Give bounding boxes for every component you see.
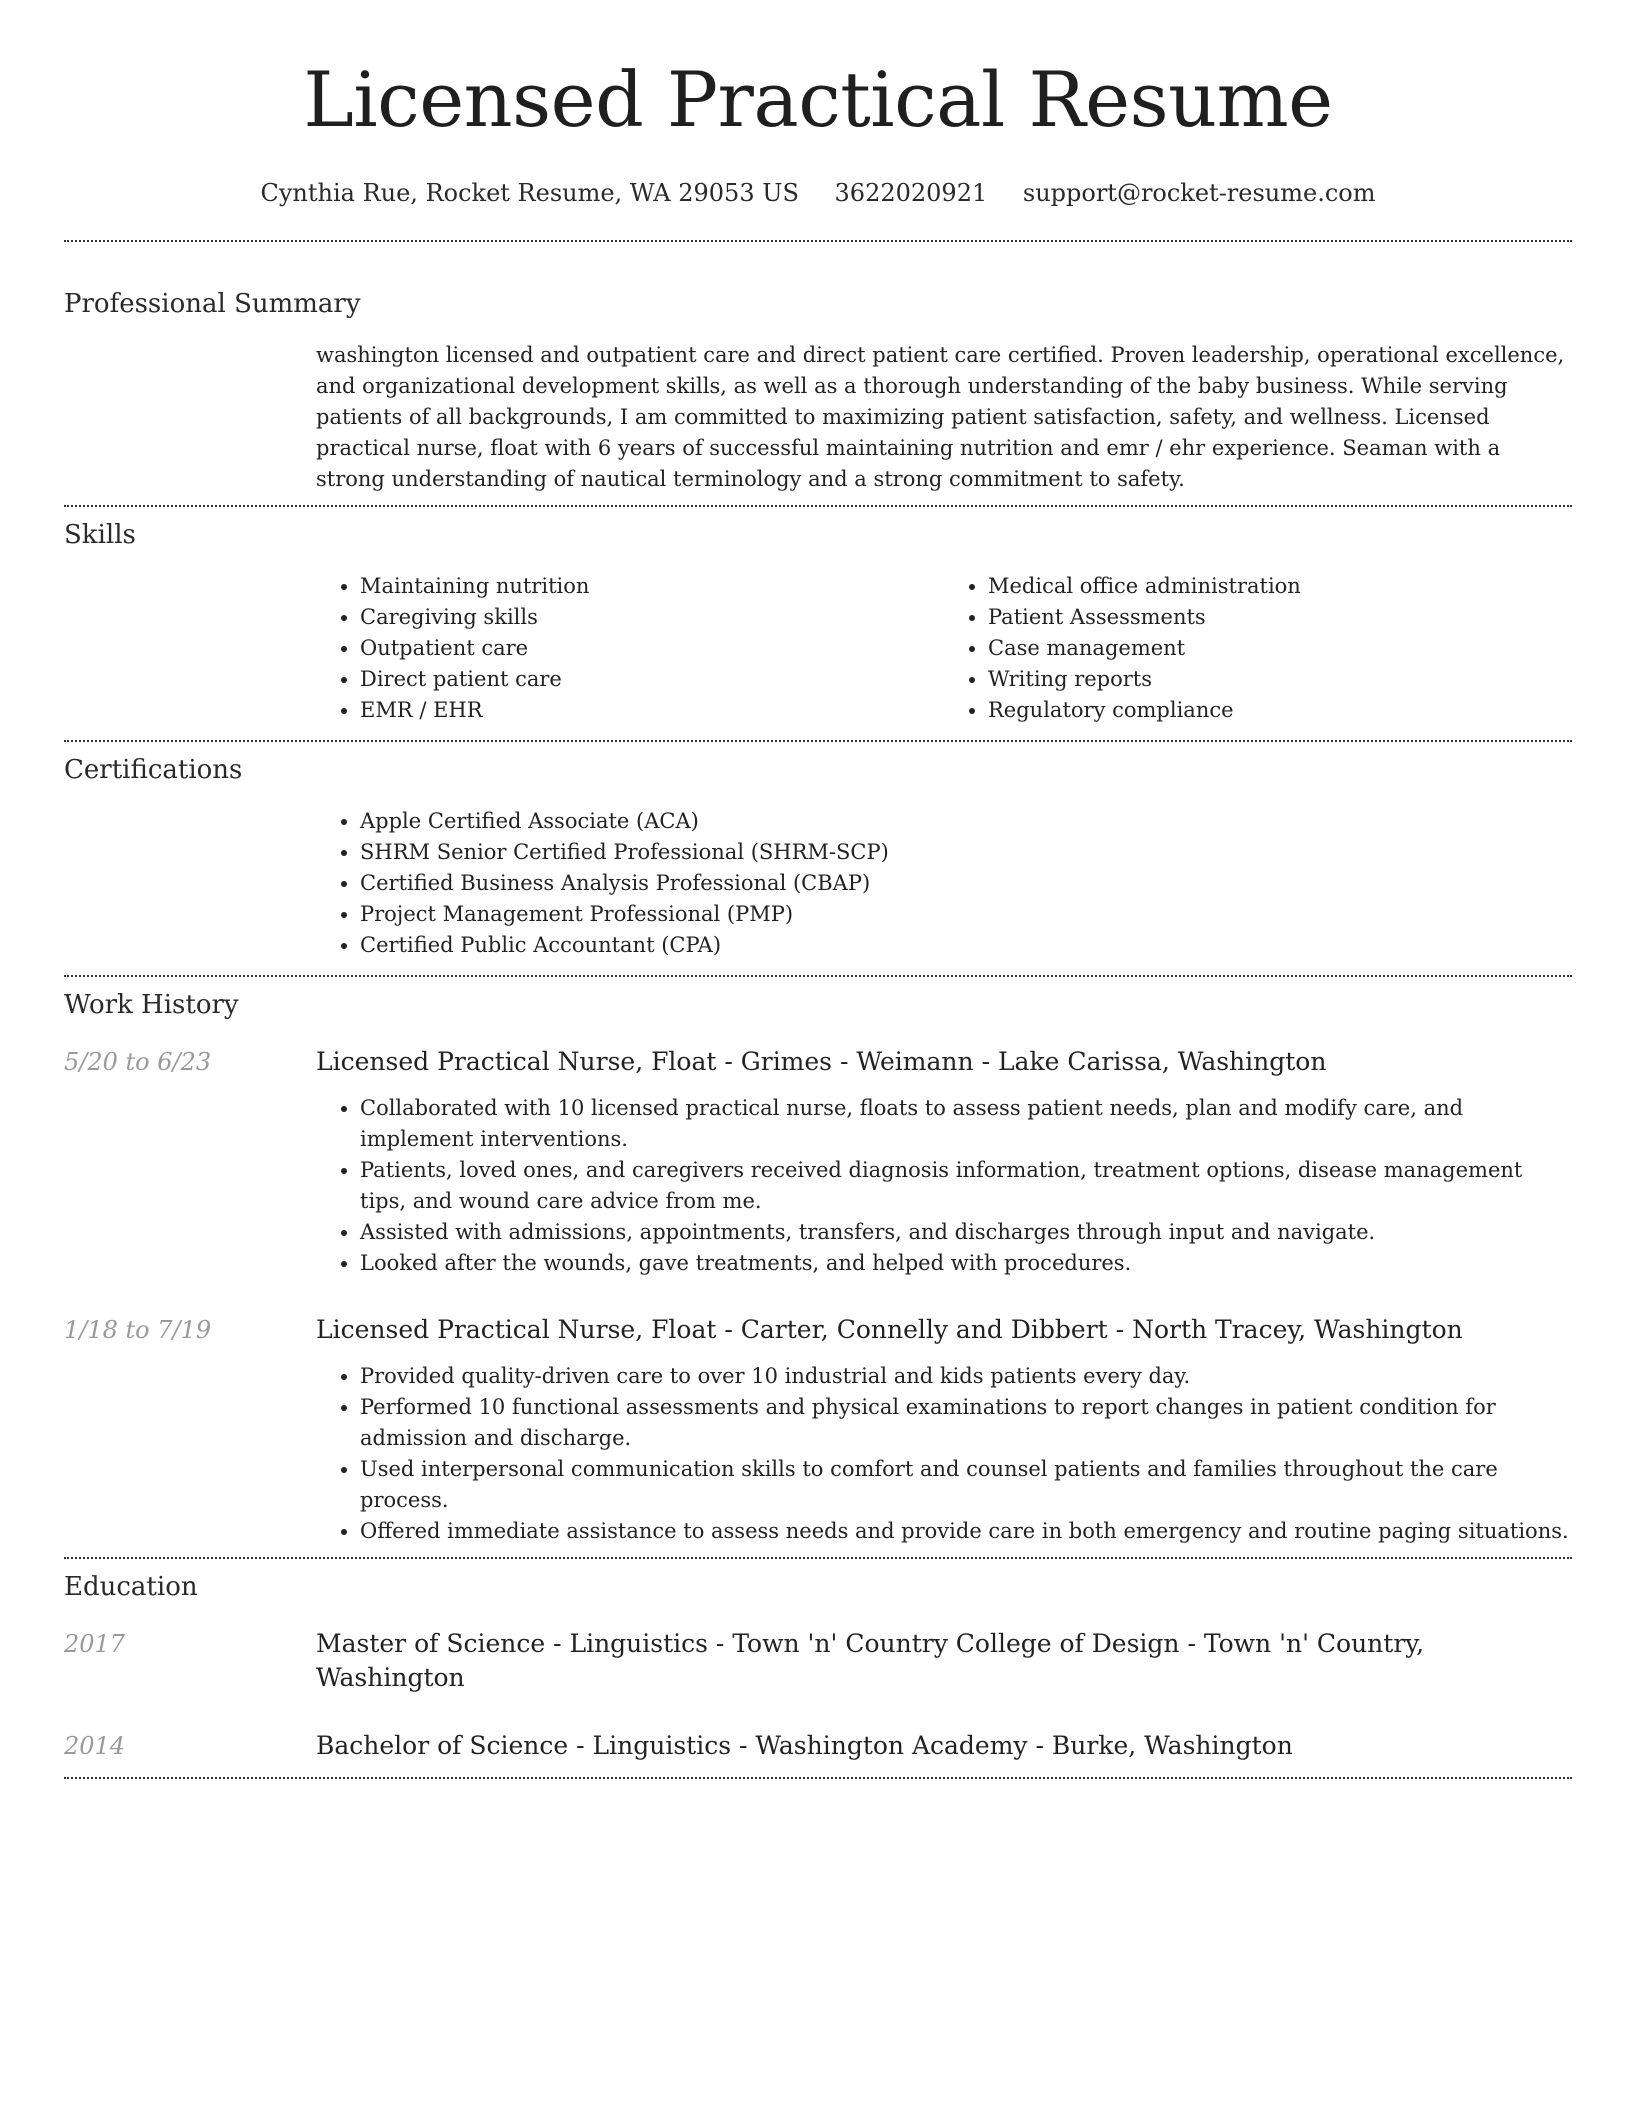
job-date: 1/18 to 7/19 — [64, 1316, 212, 1344]
certifications-list — [316, 806, 1572, 961]
job-title: Licensed Practical Nurse, Float - Carter, Connelly and Dibbert - North Tracey, Washington — [316, 1315, 1463, 1344]
list-item: • Patients, loved ones, and caregivers received diagnosis information, treatment options, disease management tips, and wound care advice from me. — [360, 1155, 1572, 1217]
skills-columns — [316, 571, 1572, 726]
list-item: • EMR / EHR — [360, 695, 944, 726]
skills-section — [64, 507, 1572, 726]
contact-address: Cynthia Rue, Rocket Resume, WA 29053 US — [260, 179, 799, 207]
job-bullets — [316, 1093, 1572, 1279]
skills-list-right — [944, 571, 1572, 726]
contact-phone: 3622020921 — [834, 179, 988, 207]
summary-heading: Professional Summary — [64, 289, 361, 319]
contact-email: support@rocket-resume.com — [1022, 179, 1376, 207]
list-item: • SHRM Senior Certified Professional (SHRM-SCP) — [360, 837, 1572, 868]
list-item: • Apple Certified Associate (ACA) — [360, 806, 1572, 837]
certifications-section — [64, 742, 1572, 961]
list-item: • Collaborated with 10 licensed practical nurse, floats to assess patient needs, plan and modify care, and implement interventions. — [360, 1093, 1572, 1155]
education-entry — [64, 1729, 1572, 1763]
list-item: • Certified Business Analysis Professional (CBAP) — [360, 868, 1572, 899]
job-entry — [64, 1313, 1572, 1547]
job-details — [316, 1361, 1572, 1547]
job-entry — [64, 1045, 1572, 1279]
education-date: 2014 — [64, 1732, 126, 1760]
education-title: Bachelor of Science - Linguistics - Washington Academy - Burke, Washington — [316, 1731, 1293, 1760]
job-details — [316, 1093, 1572, 1279]
list-item: • Performed 10 functional assessments and physical examinations to report changes in patient condition for admission and discharge. — [360, 1392, 1572, 1454]
education-entry — [64, 1627, 1572, 1695]
skills-list-left — [316, 571, 944, 726]
resume-title: Licensed Practical Resume — [303, 55, 1333, 144]
list-item: • Used interpersonal communication skills to comfort and counsel patients and families throughout the care process. — [360, 1454, 1572, 1516]
education-title: Master of Science - Linguistics - Town 'n' Country College of Design - Town 'n' Country, Washington — [316, 1629, 1425, 1692]
list-item: • Provided quality-driven care to over 10 industrial and kids patients every day. — [360, 1361, 1572, 1392]
list-item: • Offered immediate assistance to assess needs and provide care in both emergency and routine paging situations. — [360, 1516, 1572, 1547]
work-heading: Work History — [64, 990, 239, 1020]
certifications-heading: Certifications — [64, 755, 243, 785]
list-item: • Project Management Professional (PMP) — [360, 899, 1572, 930]
education-date: 2017 — [64, 1630, 126, 1658]
list-item: • Direct patient care — [360, 664, 944, 695]
list-item: • Maintaining nutrition — [360, 571, 944, 602]
education-section — [64, 1559, 1572, 1777]
job-bullets — [316, 1361, 1572, 1547]
list-item: • Patient Assessments — [988, 602, 1572, 633]
divider — [64, 1777, 1572, 1779]
education-heading: Education — [64, 1572, 198, 1602]
work-section — [64, 977, 1572, 1547]
summary-section — [64, 242, 1572, 495]
job-date: 5/20 to 6/23 — [64, 1048, 212, 1076]
list-item: • Outpatient care — [360, 633, 944, 664]
contact-line — [64, 176, 1572, 210]
list-item: • Certified Public Accountant (CPA) — [360, 930, 1572, 961]
list-item: • Writing reports — [988, 664, 1572, 695]
list-item: • Caregiving skills — [360, 602, 944, 633]
list-item: • Assisted with admissions, appointments, transfers, and discharges through input and navigate. — [360, 1217, 1572, 1248]
list-item: • Medical office administration — [988, 571, 1572, 602]
list-item: • Regulatory compliance — [988, 695, 1572, 726]
certifications-content — [316, 806, 1572, 961]
list-item: • Looked after the wounds, gave treatments, and helped with procedures. — [360, 1248, 1572, 1279]
summary-text: washington licensed and outpatient care and direct patient care certified. Proven leadership, operational excellence, and organizational development skills, as well as a thorough understanding of the baby business. While serving patients of all backgrounds, I am committed to maximizing patient satisfaction, safety, and wellness. Licensed practical nurse, float with 6 years of successful maintaining nutrition and emr / ehr experience. Seaman with a strong understanding of nautical terminology and a strong commitment to safety. — [316, 343, 1565, 491]
list-item: • Case management — [988, 633, 1572, 664]
job-title: Licensed Practical Nurse, Float - Grimes - Weimann - Lake Carissa, Washington — [316, 1047, 1327, 1076]
skills-heading: Skills — [64, 520, 136, 550]
resume-page — [64, 0, 1572, 1779]
